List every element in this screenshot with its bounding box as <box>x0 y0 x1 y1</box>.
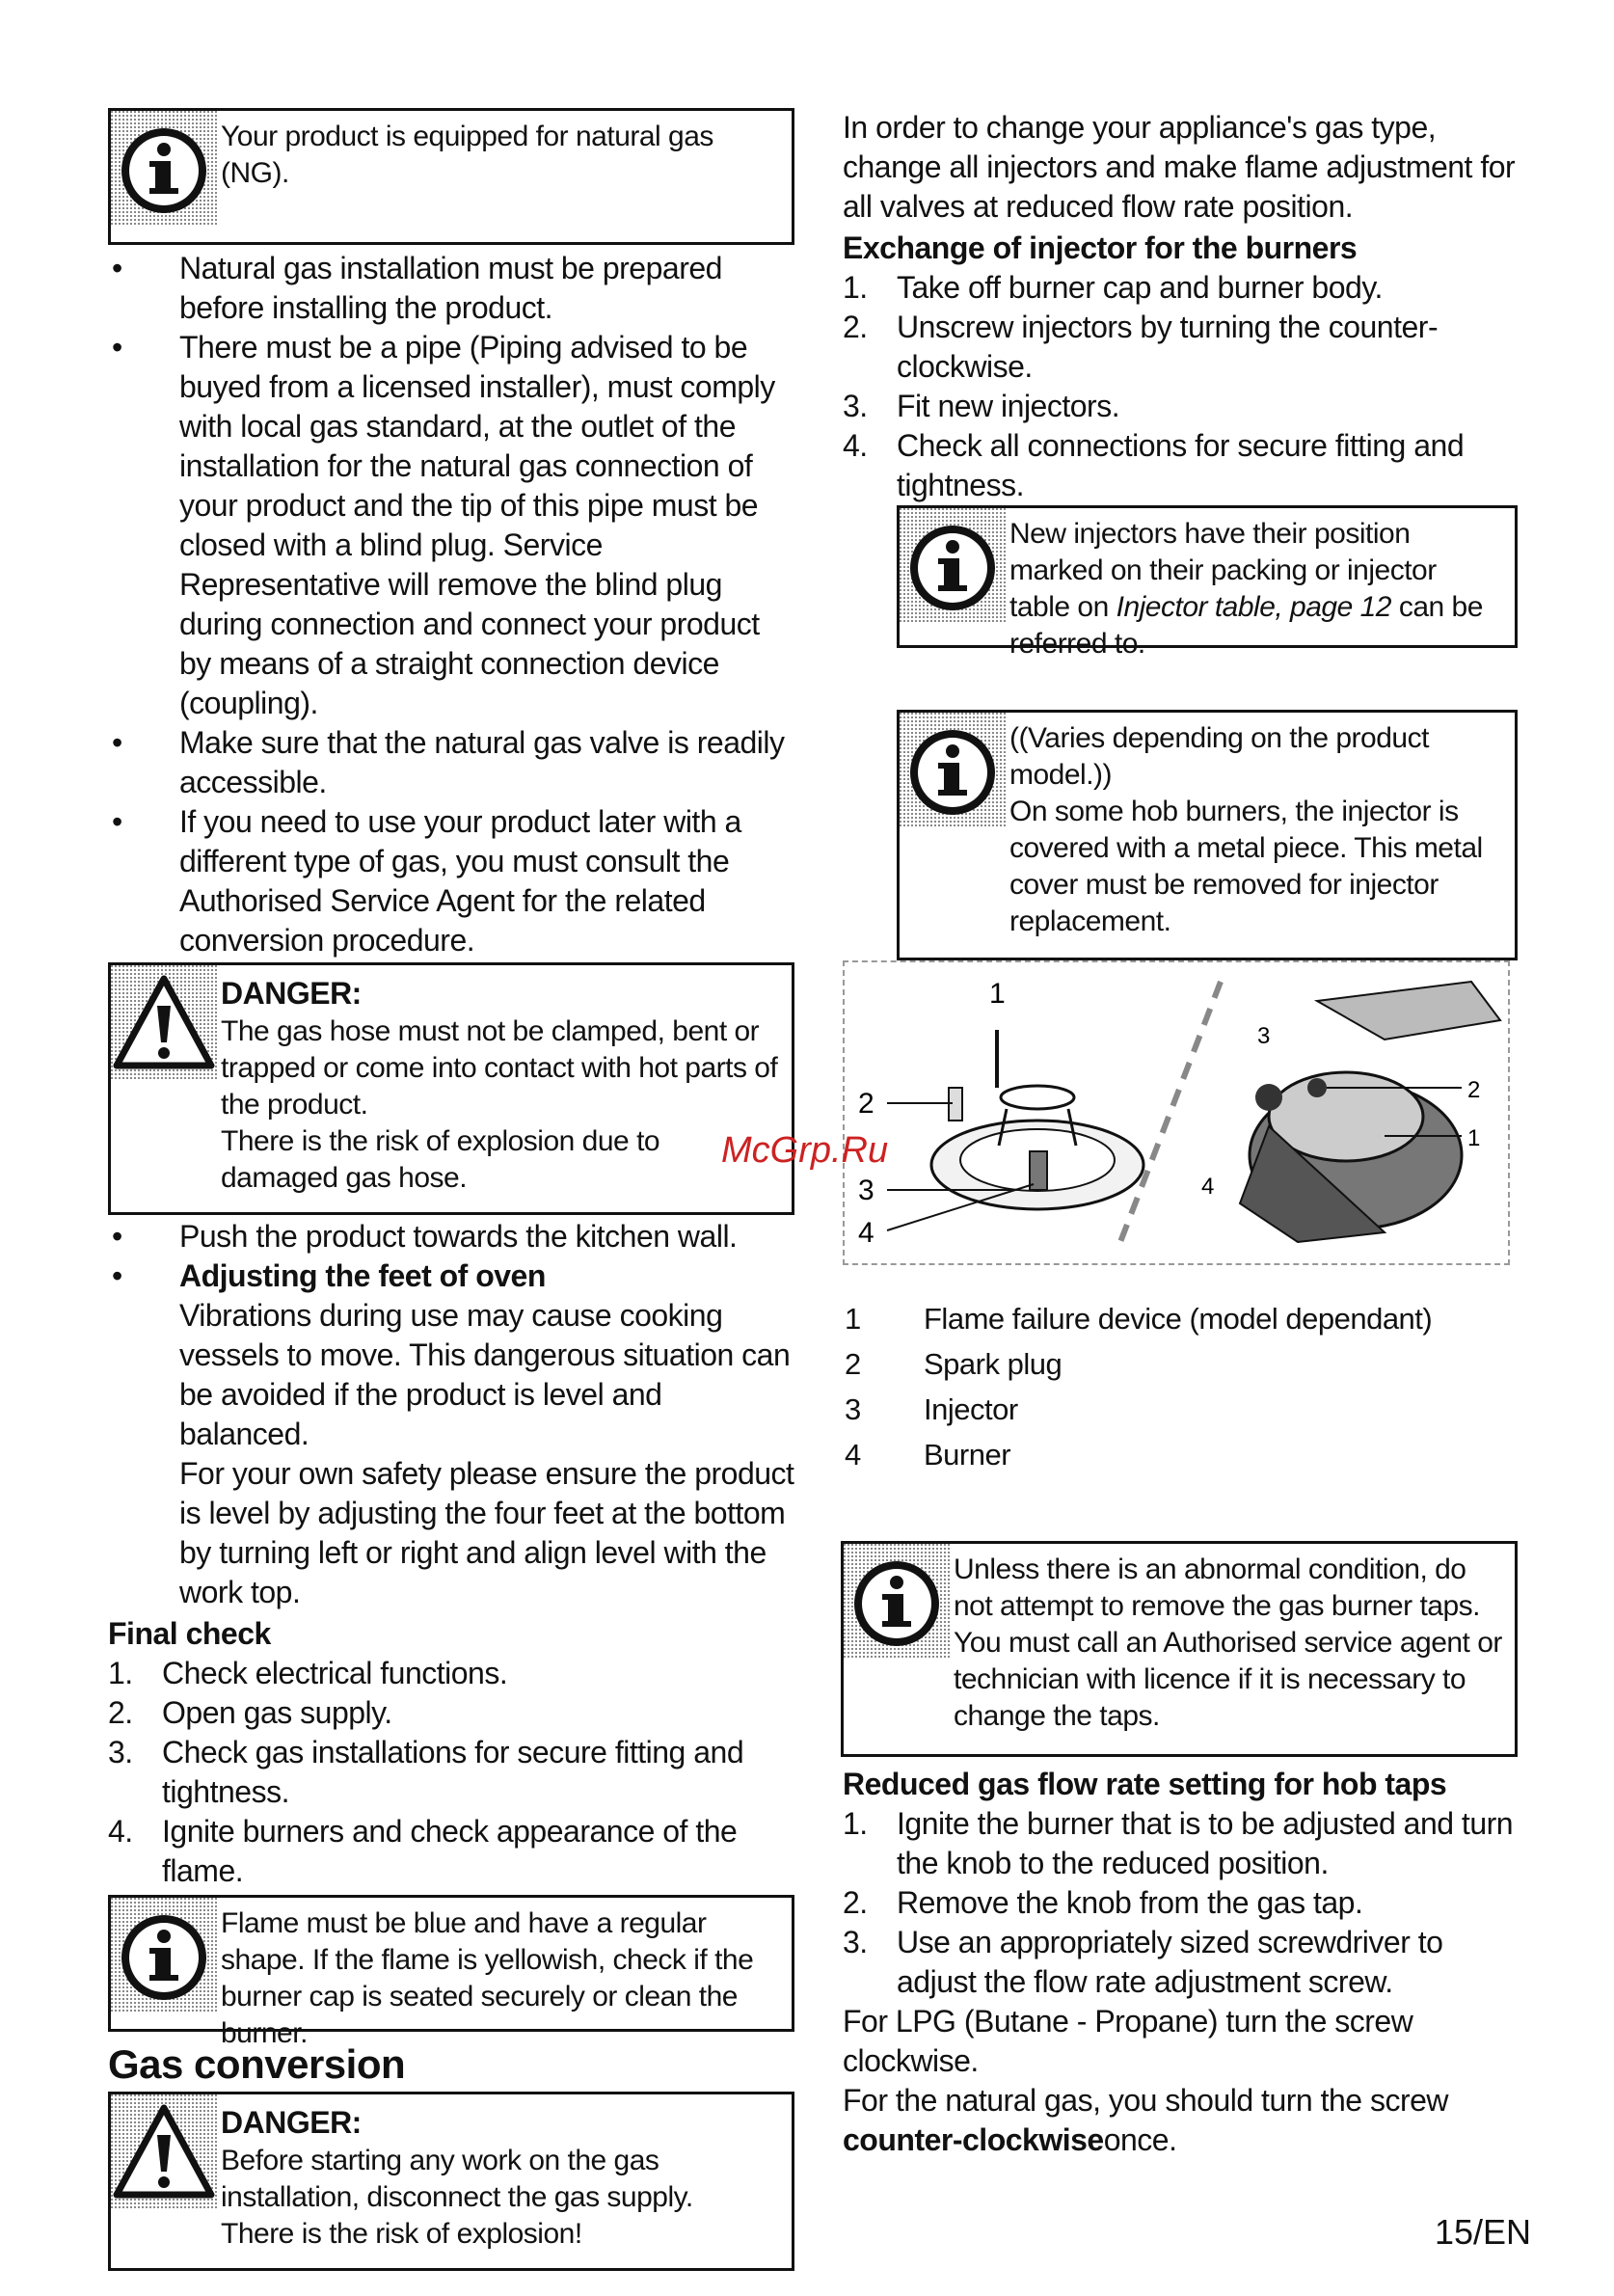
figure-label-2b: 2 <box>1467 1077 1480 1103</box>
figure-label-4: 4 <box>858 1217 874 1249</box>
info-taps-box: Unless there is an abnormal condition, do not attempt to remove the gas burner taps. You must call an Authorised service agent or technician with licence if it is necessary to change the taps. <box>841 1541 1518 1757</box>
list-item: • Push the product towards the kitchen wall. <box>112 1219 738 1254</box>
info-injector-table-box: New injectors have their position marked on their packing or injector table on Injector table, page 12 can be referred to. <box>897 505 1518 648</box>
ng-text: For the natural gas, you should turn the screw counter-clockwiseonce. <box>843 2083 1449 2157</box>
intro-text: In order to change your appliance's gas type, change all injectors and make flame adjustment for all valves at reduced flow rate position. <box>843 110 1516 224</box>
info-note-text: Your product is equipped for natural gas (NG). <box>221 121 713 189</box>
feet-text: For your own safety please ensure the product is level by adjusting the four feet at the bottom by turning left or right and align level with the work top. <box>179 1456 794 1609</box>
right-column <box>843 108 1518 2160</box>
figure-label-1b: 1 <box>1467 1125 1480 1151</box>
legend-item: 4 Burner <box>845 1438 1011 1472</box>
list-item: • Adjusting the feet of oven Vibrations during use may cause cooking vessels to move. This dangerous situation can be avoided if the product is level and balanced. For your own safety please ensure the product is level by adjusting the four feet at the bottom by turning left or right and align level with the work top. <box>112 1258 794 1609</box>
warning-icon <box>111 965 217 1081</box>
list-item: 3. Fit new injectors. <box>843 389 1120 423</box>
list-item: • Natural gas installation must be prepared before installing the product. <box>112 251 722 325</box>
list-item: 3. Use an appropriately sized screwdriver to adjust the flow rate adjustment screw. <box>843 1925 1443 1999</box>
warning-icon <box>111 2094 217 2210</box>
feet-title: Adjusting the feet of oven <box>179 1258 546 1293</box>
figure-label-1: 1 <box>989 978 1006 1010</box>
list-item: 4. Ignite burners and check appearance of the flame. <box>108 1814 738 1888</box>
legend-item: 2 Spark plug <box>845 1347 1063 1381</box>
left-column <box>108 108 794 2271</box>
ng-bullets <box>108 249 794 960</box>
exchange-steps <box>843 268 1518 505</box>
info-icon <box>111 111 217 227</box>
info-metal-cover-box: ((Varies depending on the product model.)) On some hob burners, the injector is covered with a metal piece. This metal cover must be removed for injector replacement. <box>897 710 1518 960</box>
list-item: 2. Remove the knob from the gas tap. <box>843 1885 1363 1920</box>
figure-legend <box>843 1296 1518 1477</box>
list-item: 1. Ignite the burner that is to be adjusted and turn the knob to the reduced position. <box>843 1806 1514 1880</box>
danger-conversion-box <box>108 2092 794 2271</box>
burner-diagram <box>843 960 1510 1265</box>
info-icon <box>844 1544 950 1660</box>
list-item: • If you need to use your product later with a different type of gas, you must consult the Authorised Service Agent for the related conversion procedure. <box>112 804 741 958</box>
figure-label-4b: 4 <box>1201 1174 1214 1200</box>
figure-label-2: 2 <box>858 1088 874 1120</box>
info-note-text: Flame must be blue and have a regular shape. If the flame is yellowish, check if the burner cap is seated securely or clean the burner. <box>221 1907 754 2049</box>
figure-label-3: 3 <box>858 1175 874 1206</box>
list-item: • Make sure that the natural gas valve is readily accessible. <box>112 725 785 799</box>
danger-text: The gas hose must not be clamped, bent or trapped or come into contact with hot parts of the product. <box>221 1015 778 1121</box>
danger-text: There is the risk of explosion! <box>221 2218 582 2250</box>
danger-title: DANGER: <box>221 2105 362 2140</box>
info-icon <box>900 713 1006 828</box>
final-check-steps <box>108 1654 794 1891</box>
list-item: 4. Check all connections for secure fitting and tightness. <box>843 428 1465 502</box>
watermark: McGrp.Ru <box>721 1130 889 1171</box>
reduced-steps <box>843 1804 1518 2002</box>
info-flame-box <box>108 1895 794 2049</box>
danger-hose-box <box>108 962 794 1215</box>
list-item: • There must be a pipe (Piping advised to be buyed from a licensed installer), must comply with local gas standard, at the outlet of the installation for the natural gas connection of your product and the tip of this pipe must be closed with a blind plug. Service Representative will remove the blind plug during connection and connect your product by means of a straight connection device (coupling). <box>112 330 775 720</box>
info-icon <box>900 508 1006 624</box>
lpg-text: For LPG (Butane - Propane) turn the screw clockwise. <box>843 2004 1413 2078</box>
info-note-ng <box>108 108 794 245</box>
legend-item: 3 Injector <box>845 1392 1018 1426</box>
list-item: 3. Check gas installations for secure fitting and tightness. <box>108 1735 744 1809</box>
injector-table-link[interactable]: Injector table, page 12 <box>1116 591 1391 623</box>
gas-conversion-heading: Gas conversion <box>108 2041 406 2087</box>
danger-text: There is the risk of explosion due to damaged gas hose. <box>221 1125 660 1194</box>
reduced-flow-title: Reduced gas flow rate setting for hob taps <box>843 1767 1447 1801</box>
exchange-injector-title: Exchange of injector for the burners <box>843 230 1358 265</box>
page-number: 15/EN <box>1435 2212 1532 2252</box>
list-item: 2. Unscrew injectors by turning the counter-clockwise. <box>843 310 1439 384</box>
list-item: 1. Check electrical functions. <box>108 1656 508 1690</box>
feet-text: Vibrations during use may cause cooking vessels to move. This dangerous situation can be avoided if the product is level and balanced. <box>179 1298 791 1451</box>
danger-title: DANGER: <box>221 976 362 1011</box>
list-item: 2. Open gas supply. <box>108 1695 392 1730</box>
legend-item: 1 Flame failure device (model dependant) <box>845 1302 1433 1336</box>
final-check-title: Final check <box>108 1616 271 1651</box>
figure-label-3b: 3 <box>1257 1023 1270 1049</box>
danger-text: Before starting any work on the gas installation, disconnect the gas supply. <box>221 2145 693 2213</box>
info-icon <box>111 1898 217 2013</box>
list-item: 1. Take off burner cap and burner body. <box>843 270 1383 305</box>
